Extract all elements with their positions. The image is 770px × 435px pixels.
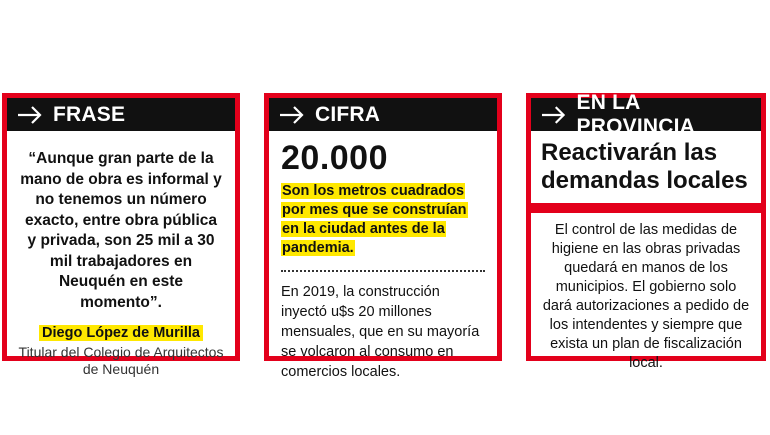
provincia-header-label: EN LA PROVINCIA	[576, 90, 696, 138]
cifra-body: En 2019, la construcción inyectó u$s 20 millones mensuales, que en su mayoría se volcaron al consumo en comercios locales.	[281, 284, 480, 380]
dotted-divider	[281, 270, 485, 272]
arrow-right-icon	[17, 105, 43, 125]
cifra-highlight-text: Son los metros cuadrados por mes que se construían en la ciudad antes de la pandemia.	[282, 183, 467, 256]
cifra-header-label: CIFRA	[315, 102, 381, 126]
provincia-header	[531, 90, 761, 138]
provincia-body: El control de las medidas de higiene en las obras privadas quedará en manos de los municipios. El gobierno solo dará autorizaciones a pedido de los intendentes y siempre que exista un plan de fiscalización local.	[542, 222, 750, 371]
arrow-right-icon	[541, 105, 567, 125]
arrow-right-icon	[279, 105, 305, 125]
frase-quote: “Aunque gran parte de la mano de obra es informal y no tenemos un número exacto, entre obra pública y privada, son 25 mil a 30 mil trabajadores en Neuquén en este momento”.	[20, 150, 222, 311]
red-separator	[531, 203, 761, 213]
cifra-number: 20.000	[281, 139, 388, 177]
frase-header	[7, 98, 235, 131]
provincia-box	[526, 90, 766, 371]
cifra-header	[269, 98, 497, 131]
frase-header-label: FRASE	[53, 102, 126, 126]
frase-box	[2, 93, 240, 377]
provincia-title: Reactivarán las demandas locales	[541, 139, 748, 194]
author-role: Titular del Colegio de Arquitectos de Neuquén	[18, 344, 224, 377]
quote-author: Diego López de Murilla	[39, 325, 203, 341]
cifra-box	[264, 93, 502, 380]
